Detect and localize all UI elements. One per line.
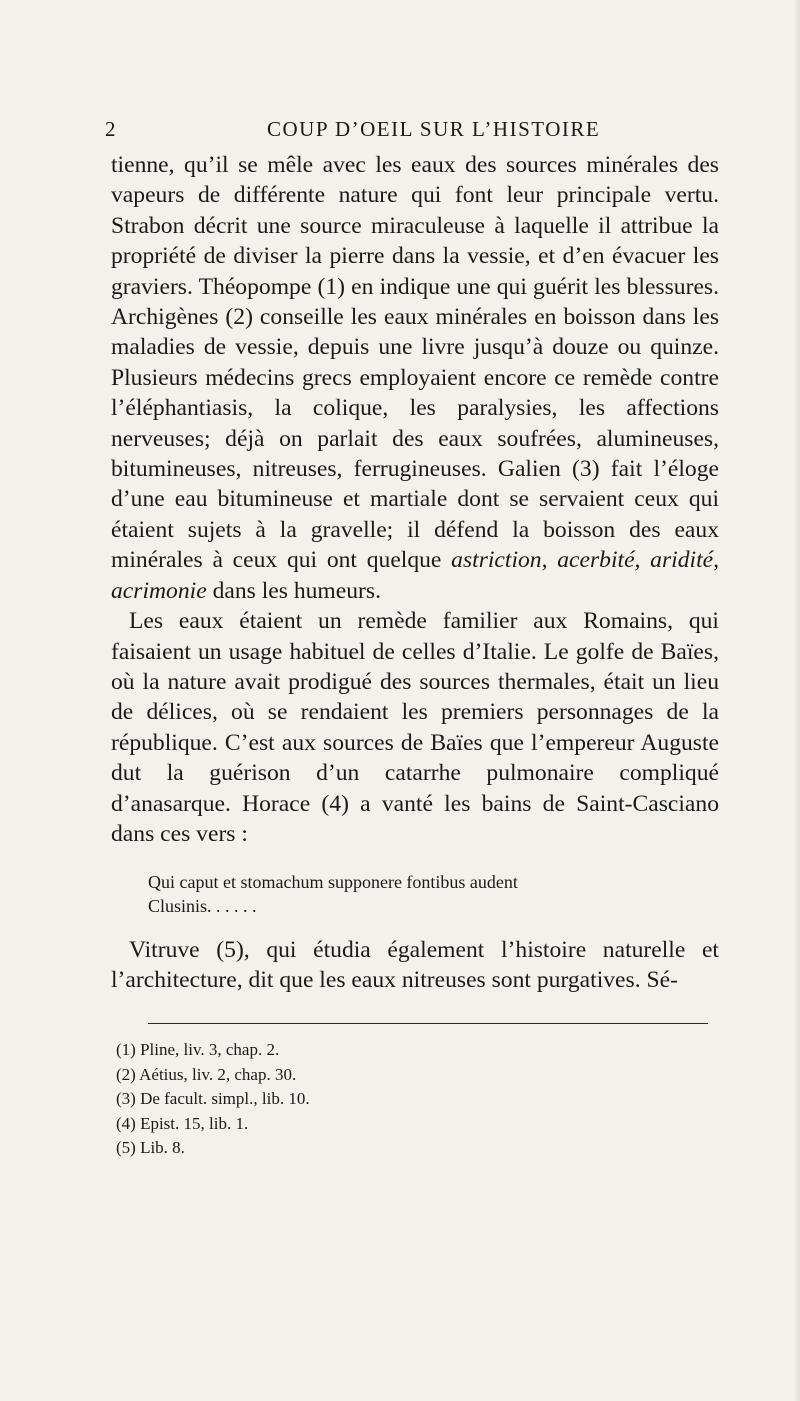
paragraph-1-text-end: dans les humeurs. [206, 577, 381, 604]
page-number: 2 [105, 117, 117, 141]
paragraph-1-text: tienne, qu’il se mêle avec les eaux des sources minérales des vapeurs de différente nature qui font leur principale vertu. Strabon décrit une source miraculeuse à laquelle il attribue la propriété de diviser la pierre dans la vessie, et d’en évacuer les graviers. Théopompe (1) en indique une qui guérit les blessures. Archigènes (2) conseille les eaux minérales en boisson dans les maladies de vessie, depuis une livre jusqu’à douze ou quinze. Plusieurs médecins grecs employaient encore ce remède contre l’éléphantiasis, la colique, les paralysies, les affections nerveuses; déjà on parlait des eaux soufrées, alumineuses, bitumineuses, nitreuses, ferrugineuses. Galien (3) fait l’éloge d’une eau bitumineuse et martiale dont se servaient ceux qui étaient sujets à la gravelle; il défend la boisson des eaux minérales à ceux qui ont quelque [111, 152, 719, 574]
paragraph-3: Vitruve (5), qui étudia également l’histoire naturelle et l’architecture, dit que les eaux nitreuses sont purgatives. Sé- [111, 937, 719, 994]
footnote-3: (3) De facult. simpl., lib. 10. [116, 1089, 310, 1109]
running-header [105, 117, 715, 143]
verse-line-1: Qui caput et stomachum supponere fontibus audent [148, 872, 518, 892]
main-text [111, 150, 719, 849]
paragraph-1-italic-terms: astriction, acerbité, aridité, acrimonie [111, 547, 719, 604]
page-edge-shadow [794, 0, 800, 1401]
paragraph-1 [111, 150, 719, 606]
footnote-1: (1) Pline, liv. 3, chap. 2. [116, 1040, 280, 1059]
paragraph-2: Les eaux étaient un remède familier aux Romains, qui faisaient un usage habituel de celles d’Italie. Le golfe de Baïes, où la nature avait prodigué des sources thermales, était un lieu de délices, où se rendaient les premiers personnages de la république. C’est aux sources de Baïes que l’empereur Auguste dut la guérison d’un catarrhe pulmonaire compliqué d’anasarque. Horace (4) a vanté les bains de Saint-Casciano dans ces vers : [111, 608, 719, 847]
footnote-2: (2) Aétius, liv. 2, chap. 30. [116, 1064, 297, 1084]
footnotes [116, 1038, 676, 1161]
footnote-5: (5) Lib. 8. [116, 1138, 185, 1158]
verse-quotation [148, 870, 708, 918]
footnote-4: (4) Epist. 15, lib. 1. [116, 1113, 249, 1133]
running-title: COUP D’OEIL SUR L’HISTOIRE [267, 117, 601, 141]
main-text-continued [111, 935, 719, 996]
footnote-rule [148, 1023, 708, 1024]
verse-line-2: Clusinis. . . . . . [148, 896, 257, 916]
